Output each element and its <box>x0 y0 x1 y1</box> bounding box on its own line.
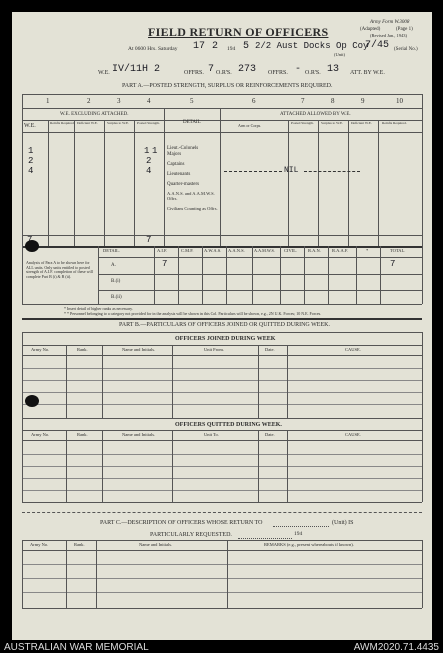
serial-number: 7/45 <box>365 40 390 51</box>
nil-dash-left <box>224 171 282 172</box>
posted-r-header: Posted Strength. <box>291 121 314 125</box>
part-c-col-header: Name and Initials. <box>139 542 173 547</box>
surplus-r-header: Surplus to W.E. <box>321 121 343 125</box>
header-at: At 0600 Hrs. Saturday <box>128 46 178 52</box>
footnote: * * Personnel belonging to a category not provided for in the analysis will be shown in this Col. Particulars will be shown, e.g., 2N U.K. Forces; 10 N.E. Forces. <box>64 311 322 316</box>
form-title: FIELD RETURN OF OFFICERS <box>148 25 329 39</box>
col-number: 5 <box>190 97 194 105</box>
breakdown-head: A.A.M.W.S. <box>254 248 275 253</box>
surplus-header: Surplus to W.E. <box>107 121 129 125</box>
quitted-col-header: Unit To. <box>204 432 219 437</box>
unit-name: 2/2 Aust Docks Op Coy <box>255 41 369 51</box>
breakdown-head: R.A.A.F. <box>332 248 349 253</box>
offrs-value: 7 <box>208 64 215 75</box>
we-value: IV/11H 2 <box>112 64 161 75</box>
we-label: W.E. <box>98 70 110 76</box>
col-number: 4 <box>147 97 151 105</box>
col-number: 2 <box>87 97 91 105</box>
year-suffix: 5 <box>243 41 250 52</box>
deficient-r-header: Deficient W.E. <box>351 121 372 125</box>
joined-title: OFFICERS JOINED DURING WEEK <box>175 336 276 342</box>
offrs2-value: - <box>295 64 302 75</box>
total-value: 7 <box>390 259 396 269</box>
quitted-col-header: Date. <box>265 432 275 437</box>
breakdown-head: * <box>366 248 369 253</box>
arm-corps-header: Arm or Corps. <box>238 123 262 128</box>
ors-value: 273 <box>238 64 257 75</box>
posted-extra-cell: 1 <box>152 146 158 156</box>
form-sheet <box>12 12 432 640</box>
part-c-requested: PARTICULARLY REQUESTED. <box>150 532 232 538</box>
rank-label: Quarter-masters <box>167 182 200 187</box>
attached-allowed-header: ATTACHED ALLOWED BY W.E. <box>280 112 351 117</box>
reinfts-r-header: Reinfts Required. <box>382 121 407 125</box>
breakdown-row-label: B.(i) <box>111 279 121 284</box>
breakdown-head: A.I.F. <box>157 248 168 253</box>
joined-col-header: Army No. <box>31 347 50 352</box>
joined-col-header: Rank. <box>77 347 88 352</box>
revised-label: (Revised Jan., 1943) <box>370 33 407 38</box>
analysis-note: Analysis of Para A to be shown here for ALL units. Only units entitled to posted strength of A.I.F. completion of these will complete Part B (i) & B (ii). <box>26 260 93 279</box>
part-c-divider <box>22 512 422 513</box>
punch-hole <box>25 240 39 252</box>
quitted-col-header: Army No. <box>31 432 50 437</box>
part-c-unit-is: (Unit) IS <box>332 520 354 526</box>
total-posted: 7 <box>146 235 152 245</box>
breakdown-head: DETAIL. <box>103 248 121 253</box>
rank-label: Lieut.-Colonels <box>167 146 199 151</box>
reinfts-header: Reinfts Required. <box>50 121 75 125</box>
quitted-title: OFFICERS QUITTED DURING WEEK. <box>175 422 282 428</box>
we-excluding-header: W.E. EXCLUDING ATTACHED. <box>60 112 129 117</box>
date-day: 17 <box>193 41 206 52</box>
att-label: ATT. BY W.E. <box>350 70 385 76</box>
breakdown-head: A.W.A.S. <box>204 248 222 253</box>
breakdown-row-label: B.(ii) <box>111 295 122 300</box>
offrs-label: OFFRS. <box>184 70 204 76</box>
serial-label: (Serial No.) <box>394 47 418 52</box>
ors2-label: O.R'S. <box>305 70 321 76</box>
part-a-title: PART A.—POSTED STRENGTH, SURPLUS OR REINFORCEMENTS REQUIRED. <box>122 83 333 89</box>
col-number: 8 <box>331 97 335 105</box>
posted-value-cell: 2 <box>146 156 152 166</box>
footer-left: AUSTRALIAN WAR MEMORIAL <box>4 642 149 653</box>
joined-col-header: Date. <box>265 347 275 352</box>
ors2-value: 13 <box>327 64 340 75</box>
we-col-header: W.E. <box>24 123 36 129</box>
adapted-label: (Adapted) <box>360 27 381 32</box>
col-number: 7 <box>301 97 305 105</box>
part-c-col-header: Army No. <box>30 542 49 547</box>
col-number: 10 <box>396 97 403 105</box>
part-c-title: PART C.—DESCRIPTION OF OFFICERS WHOSE RETURN TO <box>100 520 263 526</box>
quitted-col-header: Name and Initials. <box>122 432 156 437</box>
we-value-cell: 4 <box>28 166 34 176</box>
part-c-col-header: REMARKS (e.g., present whereabouts if known). <box>264 542 354 547</box>
breakdown-head: C.M.F. <box>181 248 194 253</box>
col-number: 6 <box>252 97 256 105</box>
joined-col-header: Unit From. <box>204 347 225 352</box>
date-month: 2 <box>212 41 219 52</box>
joined-col-header: CAUSE. <box>345 347 361 352</box>
unit-label: (Unit) <box>334 52 345 57</box>
detail-header: DETAIL <box>183 120 201 125</box>
deficient-header: Deficient W.E. <box>77 121 98 125</box>
col-number: 9 <box>361 97 365 105</box>
part-c-year: 194 <box>294 531 303 537</box>
quitted-col-header: Rank. <box>77 432 88 437</box>
col-number: 3 <box>117 97 121 105</box>
part-c-col-header: Rank. <box>74 542 85 547</box>
nil-dash-right <box>304 171 360 172</box>
nil-text: NIL <box>284 166 299 175</box>
breakdown-head: TOTAL. <box>390 248 406 253</box>
aif-value: 7 <box>162 259 168 269</box>
punch-hole <box>25 395 39 407</box>
footer-right: AWM2020.71.4435 <box>353 642 439 653</box>
rank-label: A.A.N.S. and A.A.M.W.S. Offrs. <box>167 191 215 201</box>
page-label: (Page 1) <box>396 27 413 32</box>
rank-label: Majors <box>167 152 182 157</box>
breakdown-head: A.A.N.S. <box>228 248 245 253</box>
year-prefix: 194 <box>227 46 236 52</box>
breakdown-head: R.A.N. <box>308 248 321 253</box>
breakdown-row-label: A. <box>111 263 116 268</box>
posted-value-cell: 4 <box>146 166 152 176</box>
ors-label: O.R'S. <box>216 70 232 76</box>
rank-label: Lieutenants <box>167 172 191 177</box>
part-b-title: PART B.—PARTICULARS OF OFFICERS JOINED OR QUITTED DURING WEEK. <box>119 322 330 328</box>
offrs2-label: OFFRS. <box>268 70 288 76</box>
footnote: * Insert detail of higher ranks as necessary. <box>64 306 133 311</box>
army-form-number: Army Form W.3008 <box>370 20 410 25</box>
rank-label: Captains <box>167 162 185 167</box>
rank-label: Civilians Counting as Offrs. <box>167 206 218 211</box>
we-value-cell: 2 <box>28 156 34 166</box>
posted-value-cell: 1 <box>144 146 150 156</box>
joined-col-header: Name and Initials. <box>122 347 156 352</box>
col-number: 1 <box>46 97 50 105</box>
we-value-cell: 1 <box>28 146 34 156</box>
posted-header: Posted Strength. <box>137 121 160 125</box>
quitted-col-header: CAUSE. <box>345 432 361 437</box>
breakdown-head: CIVIL. <box>284 248 298 253</box>
